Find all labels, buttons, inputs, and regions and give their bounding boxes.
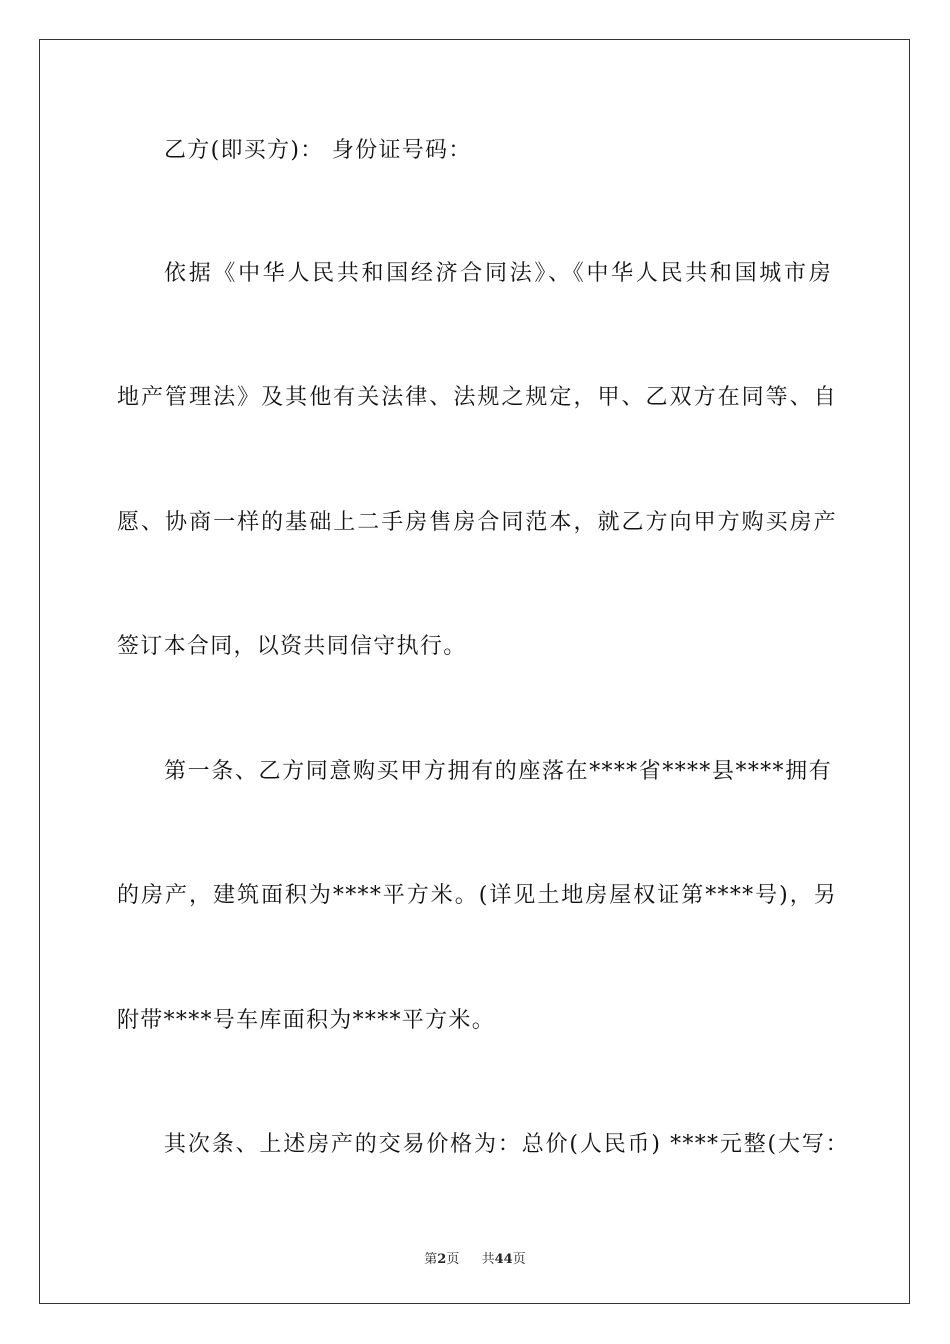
paragraph-line: 签订本合同，以资共同信守执行。 <box>117 634 467 659</box>
page-number: 2 <box>437 1252 447 1267</box>
page-suffix: 页 <box>446 1252 460 1267</box>
buyer-line: 乙方(即买方)： 身份证号码： <box>164 138 472 163</box>
page-footer <box>0 1248 950 1267</box>
article-one-line: 附带****号车库面积为****平方米。 <box>117 1008 496 1033</box>
page-prefix: 第 <box>424 1252 438 1267</box>
total-suffix: 页 <box>512 1252 526 1267</box>
article-one-line: 的房产，建筑面积为****平方米。(详见土地房屋权证第****号)，另 <box>117 883 837 908</box>
page-border <box>39 39 910 1304</box>
total-prefix: 共 <box>481 1252 495 1267</box>
paragraph-line: 愿、协商一样的基础上二手房售房合同范本，就乙方向甲方购买房产 <box>117 510 837 535</box>
paragraph-line: 依据《中华人民共和国经济合同法》、《中华人民共和国城市房 <box>164 261 832 286</box>
article-two-line: 其次条、上述房产的交易价格为：总价(人民币) ****元整(大写： <box>164 1132 849 1157</box>
article-one-line: 第一条、乙方同意购买甲方拥有的座落在****省****县****拥有 <box>164 759 832 784</box>
total-pages: 44 <box>494 1252 513 1267</box>
paragraph-line: 地产管理法》及其他有关法律、法规之规定，甲、乙双方在同等、自 <box>117 385 837 410</box>
